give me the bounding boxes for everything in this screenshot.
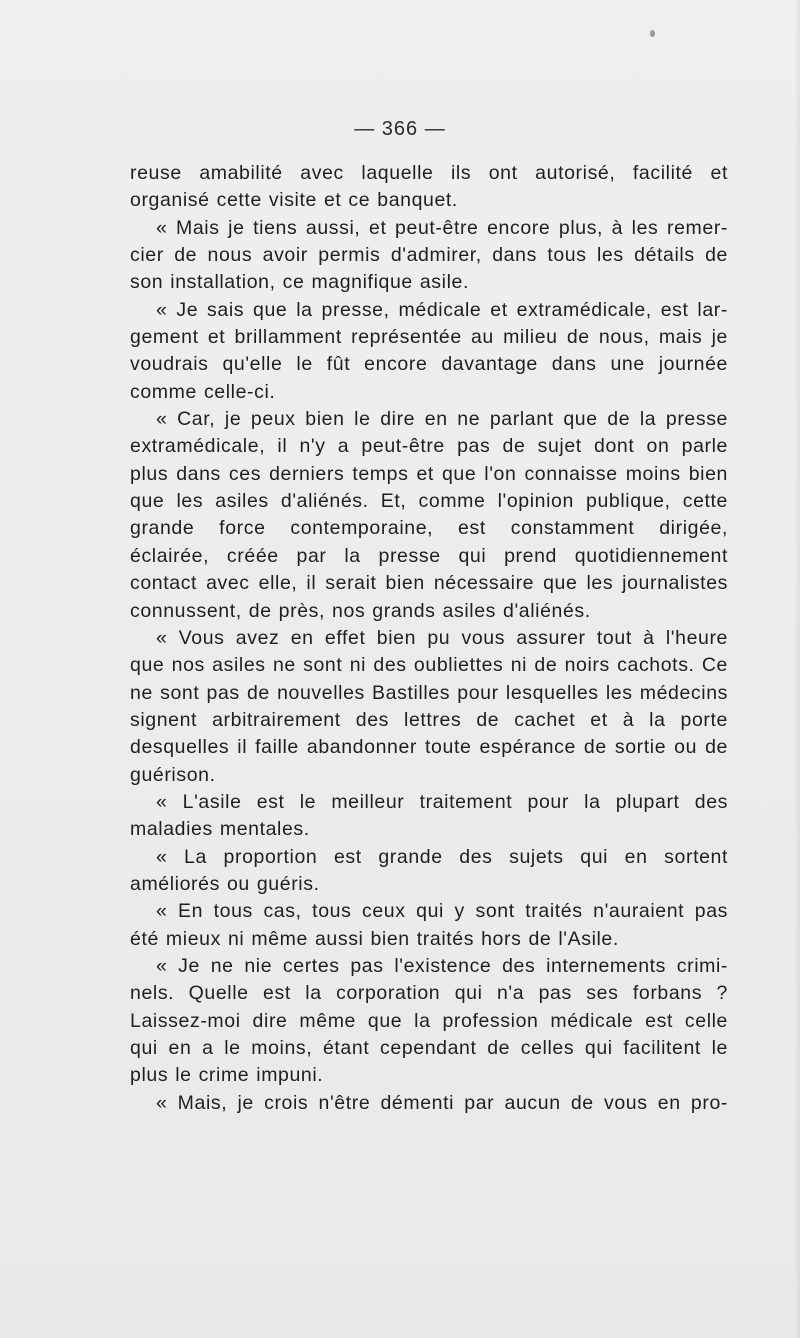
text-line: guérison. [130,763,216,786]
text-line: « La proportion est grande des sujets qui en sortent [156,845,728,868]
text-line: reuse amabilité avec laquelle ils ont autorisé, facilité et [130,162,728,184]
text-line: Laissez-moi dire même que la profession médicale est celle [130,1009,728,1032]
page-number: — 366 — [354,118,446,140]
text-line: « Je sais que la presse, médicale et extramédicale, est lar- [156,298,728,321]
text-line: « Car, je peux bien le dire en ne parlant que de la presse [156,408,728,431]
text-line: desquelles il faille abandonner toute espérance de sortie ou de [130,736,728,759]
text-line: organisé cette visite et ce banquet. [130,189,458,212]
text-line: contact avec elle, il serait bien nécessaire que les journalistes [130,572,728,595]
text-line: été mieux ni même aussi bien traités hors de l'Asile. [130,927,619,950]
text-line: son installation, ce magnifique asile. [130,271,469,294]
text-line: que les asiles d'aliénés. Et, comme l'opinion publique, cette [130,490,728,513]
text-line: que nos asiles ne sont ni des oubliettes ni de noirs cachots. Ce [130,654,728,677]
text-line: « En tous cas, tous ceux qui y sont traités n'auraient pas [156,900,728,923]
text-line: voudrais qu'elle le fût encore davantage dans une journée [130,353,728,376]
text-line: « L'asile est le meilleur traitement pour la plupart des [156,790,728,813]
text-line: éclairée, créée par la presse qui prend quotidiennement [130,544,728,567]
text-line: nels. Quelle est la corporation qui n'a pas ses forbans ? [130,982,728,1005]
text-line: plus dans ces derniers temps et que l'on connaisse moins bien [130,462,728,485]
page-edge-shadow [794,0,800,1338]
text-line: « Je ne nie certes pas l'existence des internements crimi- [156,954,728,977]
text-line: signent arbitrairement des lettres de cachet et à la porte [130,708,728,731]
text-line: grande force contemporaine, est constamment dirigée, [130,517,728,540]
text-line: comme celle-ci. [130,380,276,403]
text-line: qui en a le moins, étant cependant de celles qui facilitent le [130,1037,728,1059]
text-line: cier de nous avoir permis d'admirer, dans tous les détails de [130,244,728,267]
paper-speck [650,30,655,37]
text-line: « Mais je tiens aussi, et peut-être encore plus, à les remer- [156,216,728,239]
text-line: maladies mentales. [130,818,310,841]
text-line: connussent, de près, nos grands asiles d'aliénés. [130,599,591,622]
text-line: extramédicale, il n'y a peut-être pas de sujet dont on parle [130,435,728,458]
text-line: améliorés ou guéris. [130,872,320,895]
text-line: « Vous avez en effet bien pu vous assurer tout à l'heure [156,626,728,649]
text-line: « Mais, je crois n'être démenti par aucun de vous en pro- [156,1091,728,1114]
body-text [130,160,728,1117]
text-line: gement et brillamment représentée au milieu de nous, mais je [130,326,728,349]
text-line: ne sont pas de nouvelles Bastilles pour lesquelles les médecins [130,681,728,704]
text-line: plus le crime impuni. [130,1064,324,1087]
